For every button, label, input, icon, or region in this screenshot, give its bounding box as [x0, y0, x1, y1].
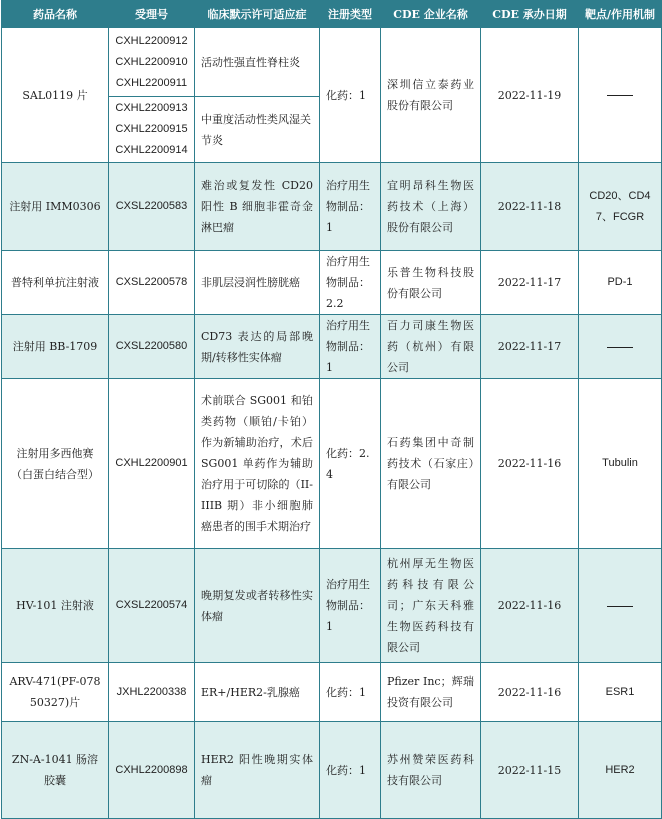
- table-row: [2, 28, 662, 97]
- registration-type-cell: 治疗用生物制品：1: [320, 163, 381, 251]
- acceptance-no-cell: [109, 28, 195, 97]
- header-row: [2, 1, 662, 28]
- indication-cell: 难治或复发性 CD20 阳性 B 细胞非霍奇金淋巴瘤: [195, 163, 320, 251]
- company-cell: 杭州厚无生物医药科技有限公司；广东天科雅生物医药科技有限公司: [381, 549, 481, 663]
- acceptance-no-cell: CXHL2200898: [109, 722, 195, 819]
- drug-name-cell: HV-101 注射液: [2, 549, 109, 663]
- acceptance-no-cell: CXSL2200580: [109, 315, 195, 379]
- indication-cell: 非肌层浸润性膀胱癌: [195, 251, 320, 315]
- date-cell: 2022-11-18: [481, 163, 579, 251]
- header-company: CDE 企业名称: [381, 1, 481, 28]
- registration-type-cell: 化药：1: [320, 663, 381, 722]
- date-cell: 2022-11-16: [481, 379, 579, 549]
- drug-name-cell: ARV-471(PF-07850327)片: [2, 663, 109, 722]
- header-date: CDE 承办日期: [481, 1, 579, 28]
- company-cell: 乐普生物科技股份有限公司: [381, 251, 481, 315]
- indication-cell: HER2 阳性晚期实体瘤: [195, 722, 320, 819]
- date-cell: 2022-11-16: [481, 549, 579, 663]
- indication-cell: ER+/HER2-乳腺癌: [195, 663, 320, 722]
- acceptance-no: CXHL2200915: [115, 123, 188, 135]
- company-cell: 百力司康生物医药（杭州）有限公司: [381, 315, 481, 379]
- drug-approval-table: [1, 0, 662, 819]
- table-row: [2, 163, 662, 251]
- indication-cell: CD73 表达的局部晚期/转移性实体瘤: [195, 315, 320, 379]
- target-cell: [579, 549, 662, 663]
- acceptance-no: CXHL2200913: [115, 102, 188, 114]
- company-cell: Pfizer Inc；辉瑞投资有限公司: [381, 663, 481, 722]
- table-row: [2, 315, 662, 379]
- company-cell: 宜明昂科生物医药技术（上海）股份有限公司: [381, 163, 481, 251]
- acceptance-no-cell: JXHL2200338: [109, 663, 195, 722]
- header-drug-name: 药品名称: [2, 1, 109, 28]
- drug-name-cell: ZN-A-1041 肠溶胶囊: [2, 722, 109, 819]
- header-target: 靶点/作用机制: [579, 1, 662, 28]
- table-row: [2, 251, 662, 315]
- table-row: [2, 663, 662, 722]
- target-cell: Tubulin: [579, 379, 662, 549]
- indication-cell: 晚期复发或者转移性实体瘤: [195, 549, 320, 663]
- acceptance-no: CXHL2200911: [115, 76, 188, 89]
- acceptance-no: CXHL2200910: [115, 55, 188, 68]
- company-cell: 石药集团中奇制药技术（石家庄）有限公司: [381, 379, 481, 549]
- table-row: [2, 722, 662, 819]
- dash-icon: [607, 347, 633, 348]
- target-cell: CD20、CD47、FCGR: [579, 163, 662, 251]
- acceptance-no-cell: CXSL2200578: [109, 251, 195, 315]
- target-cell: [579, 315, 662, 379]
- drug-name-cell: 普特利单抗注射液: [2, 251, 109, 315]
- registration-type-cell: 化药：1: [320, 722, 381, 819]
- acceptance-no-cell: CXHL2200901: [109, 379, 195, 549]
- company-cell: 深圳信立泰药业股份有限公司: [381, 28, 481, 163]
- acceptance-no-cell: CXSL2200574: [109, 549, 195, 663]
- registration-type-cell: 治疗用生物制品：2.2: [320, 251, 381, 315]
- header-acceptance-no: 受理号: [109, 1, 195, 28]
- acceptance-no: CXHL2200912: [115, 34, 188, 47]
- registration-type-cell: 治疗用生物制品：1: [320, 549, 381, 663]
- registration-type-cell: 化药：1: [320, 28, 381, 163]
- header-registration-type: 注册类型: [320, 1, 381, 28]
- acceptance-no: CXHL2200914: [115, 144, 188, 156]
- registration-type-cell: 治疗用生物制品：1: [320, 315, 381, 379]
- dash-icon: [607, 95, 633, 96]
- date-cell: 2022-11-19: [481, 28, 579, 163]
- date-cell: 2022-11-15: [481, 722, 579, 819]
- target-cell: ESR1: [579, 663, 662, 722]
- registration-type-cell: 化药：2.4: [320, 379, 381, 549]
- date-cell: 2022-11-17: [481, 315, 579, 379]
- drug-name-cell: 注射用 IMM0306: [2, 163, 109, 251]
- indication-cell: 术前联合 SG001 和铂类药物（顺铂/卡铂）作为新辅助治疗，术后 SG001 单药作为辅助治疗用于可切除的（II-IIIB 期）非小细胞肺癌患者的围手术期治疗: [195, 379, 320, 549]
- indication-cell: 中重度活动性类风湿关节炎: [195, 97, 320, 163]
- drug-name-cell: SAL0119 片: [2, 28, 109, 163]
- table-row: [2, 379, 662, 549]
- table-row: [2, 549, 662, 663]
- acceptance-no-cell: CXSL2200583: [109, 163, 195, 251]
- indication-cell: 活动性强直性脊柱炎: [195, 28, 320, 97]
- dash-icon: [607, 606, 633, 607]
- drug-name-cell: 注射用 BB-1709: [2, 315, 109, 379]
- drug-name-cell: 注射用多西他赛（白蛋白结合型）: [2, 379, 109, 549]
- header-indication: 临床默示许可适应症: [195, 1, 320, 28]
- date-cell: 2022-11-17: [481, 251, 579, 315]
- acceptance-no-cell: [109, 97, 195, 163]
- target-cell: [579, 28, 662, 163]
- company-cell: 苏州赞荣医药科技有限公司: [381, 722, 481, 819]
- target-cell: PD-1: [579, 251, 662, 315]
- date-cell: 2022-11-16: [481, 663, 579, 722]
- target-cell: HER2: [579, 722, 662, 819]
